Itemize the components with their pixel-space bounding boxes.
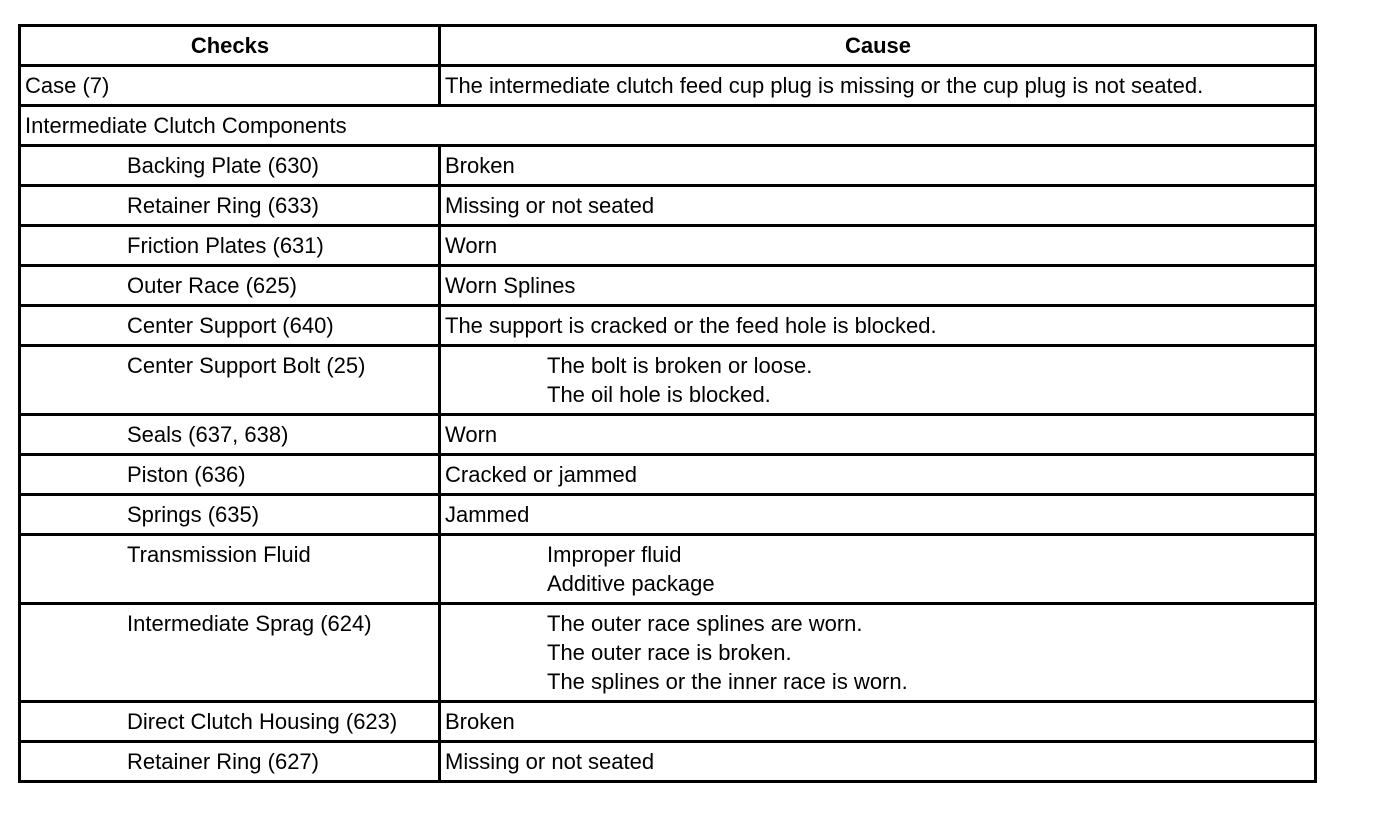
case-check-cell: Case (7)	[20, 66, 440, 106]
table-row	[20, 702, 1316, 742]
cause-line: Broken	[445, 153, 515, 178]
cause-line: The support is cracked or the feed hole is blocked.	[445, 313, 937, 338]
cause-line: Missing or not seated	[445, 193, 655, 218]
check-cell: Retainer Ring (633)	[20, 186, 440, 226]
cause-line: Worn Splines	[445, 273, 576, 298]
section-title: Intermediate Clutch Components	[20, 106, 1316, 146]
check-cell: Springs (635)	[20, 495, 440, 535]
table-row	[20, 495, 1316, 535]
cause-column-header: Cause	[440, 26, 1316, 66]
table-row	[20, 226, 1316, 266]
check-cell: Retainer Ring (627)	[20, 742, 440, 782]
cause-cell	[440, 495, 1316, 535]
cause-line: The bolt is broken or loose.	[547, 353, 813, 378]
check-cell: Piston (636)	[20, 455, 440, 495]
case-cause-cell: The intermediate clutch feed cup plug is missing or the cup plug is not seated.	[440, 66, 1316, 106]
cause-cell	[440, 146, 1316, 186]
diagnosis-table	[18, 24, 1317, 783]
cause-line: The oil hole is blocked.	[547, 382, 771, 407]
cause-cell	[440, 415, 1316, 455]
cause-cell	[440, 266, 1316, 306]
cause-cell	[440, 455, 1316, 495]
table-row	[20, 742, 1316, 782]
cause-line: Additive package	[547, 571, 715, 596]
cause-line: Worn	[445, 233, 498, 258]
cause-line: The outer race is broken.	[547, 640, 792, 665]
table-row	[20, 306, 1316, 346]
table-row	[20, 415, 1316, 455]
table-row	[20, 266, 1316, 306]
cause-cell	[440, 535, 1316, 604]
table-row	[20, 186, 1316, 226]
cause-cell	[440, 604, 1316, 702]
check-cell: Outer Race (625)	[20, 266, 440, 306]
cause-line: The outer race splines are worn.	[547, 611, 863, 636]
cause-cell	[440, 702, 1316, 742]
cause-line: Broken	[445, 709, 515, 734]
cause-cell	[440, 306, 1316, 346]
cause-cell	[440, 226, 1316, 266]
check-cell: Backing Plate (630)	[20, 146, 440, 186]
table-row	[20, 346, 1316, 415]
cause-line: Improper fluid	[547, 542, 682, 567]
check-cell: Center Support Bolt (25)	[20, 346, 440, 415]
cause-cell	[440, 186, 1316, 226]
cause-line: Cracked or jammed	[445, 462, 637, 487]
check-cell: Direct Clutch Housing (623)	[20, 702, 440, 742]
check-cell: Seals (637, 638)	[20, 415, 440, 455]
cause-cell	[440, 742, 1316, 782]
cause-cell	[440, 346, 1316, 415]
checks-column-header: Checks	[20, 26, 440, 66]
table-header-row	[20, 26, 1316, 66]
check-cell: Center Support (640)	[20, 306, 440, 346]
case-row	[20, 66, 1316, 106]
table-row	[20, 604, 1316, 702]
check-cell: Friction Plates (631)	[20, 226, 440, 266]
table-row	[20, 455, 1316, 495]
cause-line: Jammed	[445, 502, 530, 527]
section-row	[20, 106, 1316, 146]
table-row	[20, 146, 1316, 186]
check-cell: Transmission Fluid	[20, 535, 440, 604]
cause-line: The splines or the inner race is worn.	[547, 669, 908, 694]
check-cell: Intermediate Sprag (624)	[20, 604, 440, 702]
table-row	[20, 535, 1316, 604]
cause-line: Missing or not seated	[445, 749, 655, 774]
cause-line: Worn	[445, 422, 498, 447]
